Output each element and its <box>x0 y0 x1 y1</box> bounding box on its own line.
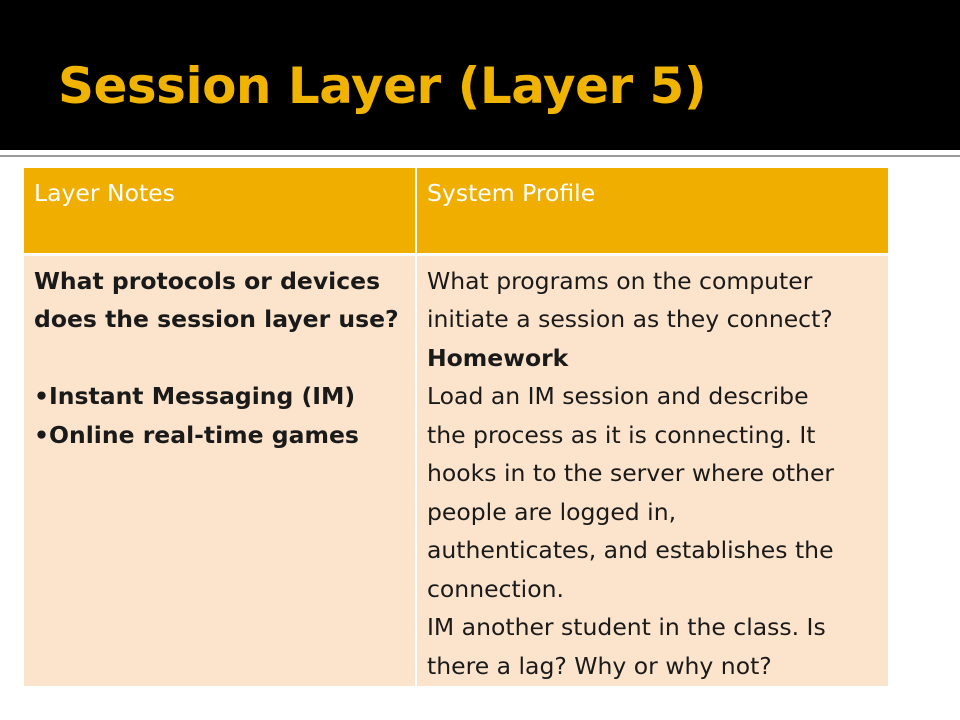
homework-text-line: people are logged in, <box>427 497 677 526</box>
notes-bullet-item: •Instant Messaging (IM) <box>34 382 356 410</box>
layer-notes-cell <box>24 254 416 686</box>
header-system-profile: System Profile <box>416 168 888 254</box>
notes-question-line: What protocols or devices <box>34 266 381 295</box>
homework-text-line: the process as it is connecting. It <box>427 420 816 449</box>
profile-question-line: initiate a session as they connect? <box>427 305 833 333</box>
homework-text-line: Load an IM session and describe <box>427 382 809 410</box>
title-divider <box>0 150 960 154</box>
homework-text-line: there a lag? Why or why not? <box>427 651 772 680</box>
title-divider-line <box>0 155 960 157</box>
homework-text-line: authenticates, and establishes the <box>427 536 834 564</box>
homework-text-line: hooks in to the server where other <box>427 459 835 487</box>
slide-title: Session Layer (Layer 5) <box>58 57 707 115</box>
spacer <box>34 339 409 378</box>
table-header-row <box>24 168 888 254</box>
header-layer-notes: Layer Notes <box>24 168 416 254</box>
notes-question-line: does the session layer use? <box>34 305 399 333</box>
system-profile-cell <box>416 254 888 686</box>
profile-question-line: What programs on the computer <box>427 266 813 295</box>
layer-notes-table <box>24 168 888 686</box>
table-row <box>24 254 888 686</box>
title-bar <box>0 0 960 150</box>
homework-text-line: connection. <box>427 574 564 603</box>
homework-text-line: IM another student in the class. Is <box>427 613 826 641</box>
notes-bullet-item: •Online real-time games <box>34 420 359 449</box>
homework-label: Homework <box>427 343 569 372</box>
